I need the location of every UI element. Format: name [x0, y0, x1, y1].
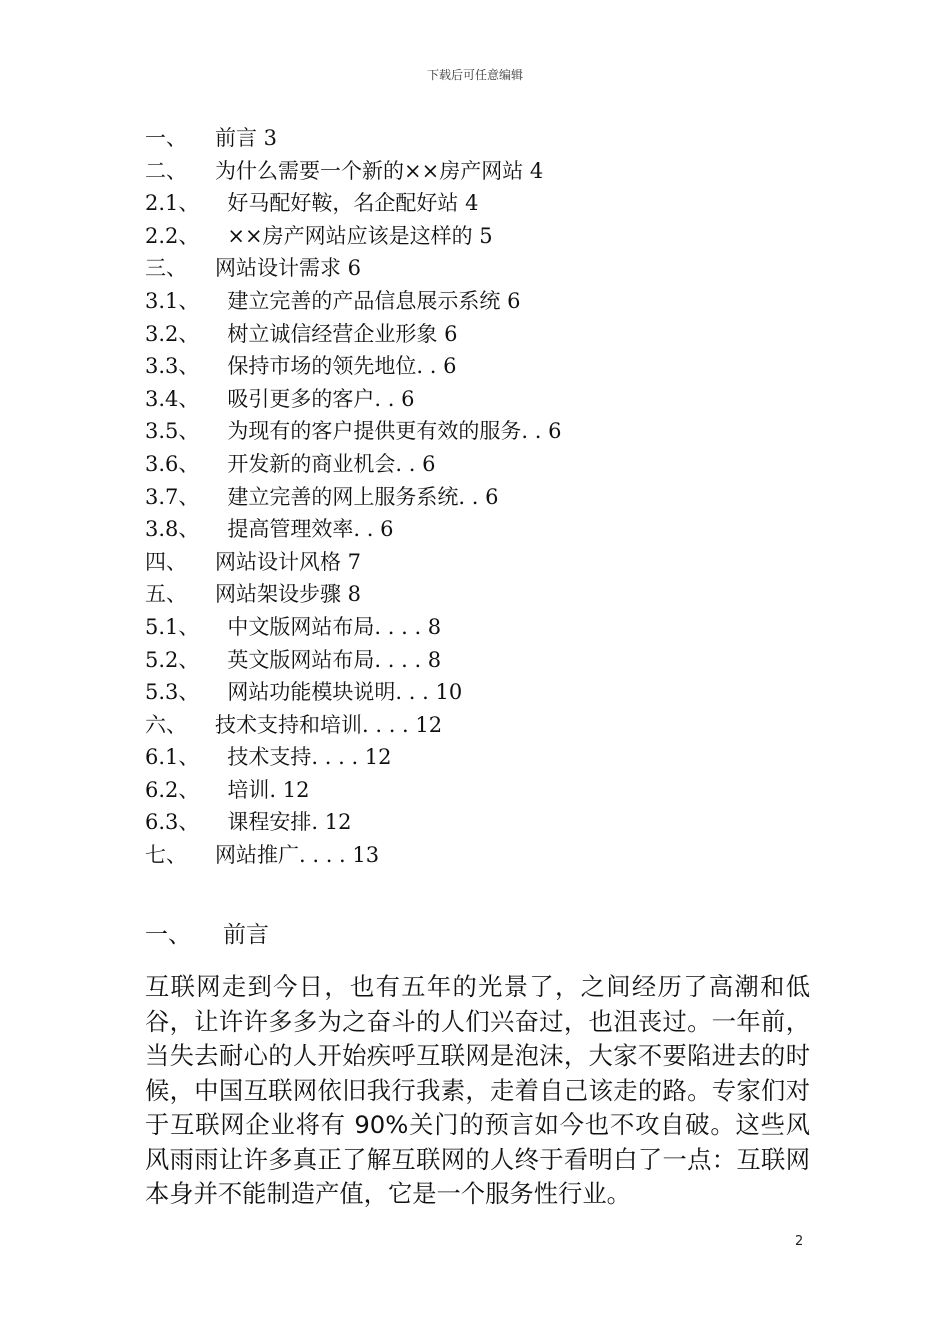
toc-item-label: 吸引更多的客户. . 6: [227, 386, 415, 411]
toc-item-label: ××房产网站应该是这样的 5: [227, 223, 493, 248]
toc-item-label: 网站架设步骤 8: [215, 582, 362, 607]
toc-item-number: 二、: [145, 158, 187, 183]
toc-item[interactable]: [145, 318, 845, 351]
toc-item-number: 6.3、: [145, 810, 200, 835]
toc-item-number: 3.8、: [145, 517, 200, 542]
toc-item[interactable]: [145, 122, 845, 155]
section-title: 前言: [223, 922, 269, 948]
toc-item-label: 好马配好鞍，名企配好站 4: [227, 191, 479, 216]
toc-item[interactable]: [145, 774, 845, 807]
page-header: 下载后可任意编辑: [426, 68, 523, 82]
toc-item[interactable]: [145, 644, 845, 677]
toc-item-number: 3.5、: [145, 419, 200, 444]
toc-item[interactable]: [145, 741, 845, 774]
toc-item-label: 技术支持和培训. . . . 12: [215, 712, 443, 737]
toc-item[interactable]: [145, 578, 845, 611]
toc-item-label: 网站功能模块说明. . . 10: [227, 680, 463, 705]
toc-item[interactable]: [145, 187, 845, 220]
toc-item[interactable]: [145, 220, 845, 253]
toc-item[interactable]: [145, 481, 845, 514]
toc-item[interactable]: [145, 350, 845, 383]
toc-item-label: 提高管理效率. . 6: [227, 517, 394, 542]
toc-item-number: 3.7、: [145, 484, 200, 509]
toc-item[interactable]: [145, 448, 845, 481]
section-number: 一、: [145, 922, 191, 948]
toc-item-number: 6.1、: [145, 745, 200, 770]
toc-item-label: 树立诚信经营企业形象 6: [227, 321, 458, 346]
toc-item[interactable]: [145, 155, 845, 188]
toc-item-number: 2.2、: [145, 223, 200, 248]
toc-item[interactable]: [145, 252, 845, 285]
toc-item[interactable]: [145, 839, 845, 872]
toc-item-label: 为什么需要一个新的××房产网站 4: [215, 158, 544, 183]
toc-item-number: 一、: [145, 126, 187, 150]
toc-item-number: 5.3、: [145, 680, 200, 705]
toc-item-number: 五、: [145, 582, 187, 607]
toc-item[interactable]: [145, 513, 845, 546]
toc-item-number: 3.6、: [145, 451, 200, 476]
toc-item-number: 六、: [145, 712, 187, 737]
toc-item-label: 网站设计风格 7: [215, 549, 362, 574]
toc-item-label: 中文版网站布局. . . . 8: [227, 614, 442, 639]
toc-item-number: 三、: [145, 256, 187, 281]
toc-item-label: 开发新的商业机会. . 6: [227, 451, 436, 476]
toc-item-number: 3.1、: [145, 288, 200, 313]
toc-item-number: 3.2、: [145, 321, 200, 346]
toc-item-label: 网站推广. . . . 13: [215, 843, 380, 868]
toc-item-label: 前言 3: [215, 126, 278, 150]
toc-item-number: 2.1、: [145, 191, 200, 216]
toc-item-label: 课程安排. 12: [227, 810, 352, 835]
toc-item-number: 5.2、: [145, 647, 200, 672]
body-paragraph: 互联网走到今日，也有五年的光景了，之间经历了高潮和低谷，让许许多多为之奋斗的人们兴奋过，也沮丧过。一年前，当失去耐心的人开始疾呼互联网是泡沫，大家不要陷进去的时候，中国互联网依旧我行我素，走着自己该走的路。专家们对于互联网企业将有 90%关门的预言如今也不攻自破。这些风风雨雨让许多真正了解互联网的人终于看明白了一点：互联网本身并不能制造产值，它是一个服务性行业。: [145, 972, 810, 1208]
toc-item-number: 3.4、: [145, 386, 200, 411]
toc-item-label: 培训. 12: [227, 777, 310, 802]
toc-item-label: 技术支持. . . . 12: [227, 745, 392, 770]
toc-item[interactable]: [145, 611, 845, 644]
toc-item-label: 建立完善的产品信息展示系统 6: [227, 288, 521, 313]
toc-item-label: 保持市场的领先地位. . 6: [227, 354, 457, 379]
toc-item-number: 七、: [145, 843, 187, 868]
section-heading: [145, 916, 269, 949]
page-number: 2: [795, 1234, 804, 1249]
toc-item-number: 四、: [145, 549, 187, 574]
toc-item-label: 为现有的客户提供更有效的服务. . 6: [227, 419, 562, 444]
toc-item[interactable]: [145, 806, 845, 839]
toc-item[interactable]: [145, 285, 845, 318]
toc-item-label: 英文版网站布局. . . . 8: [227, 647, 442, 672]
toc-item[interactable]: [145, 383, 845, 416]
toc-item[interactable]: [145, 676, 845, 709]
table-of-contents: [145, 122, 845, 872]
toc-item[interactable]: [145, 415, 845, 448]
toc-item[interactable]: [145, 709, 845, 742]
toc-item-label: 建立完善的网上服务系统. . 6: [227, 484, 499, 509]
toc-item-number: 6.2、: [145, 777, 200, 802]
toc-item-label: 网站设计需求 6: [215, 256, 362, 281]
toc-item-number: 5.1、: [145, 614, 200, 639]
toc-item[interactable]: [145, 546, 845, 579]
toc-item-number: 3.3、: [145, 354, 200, 379]
